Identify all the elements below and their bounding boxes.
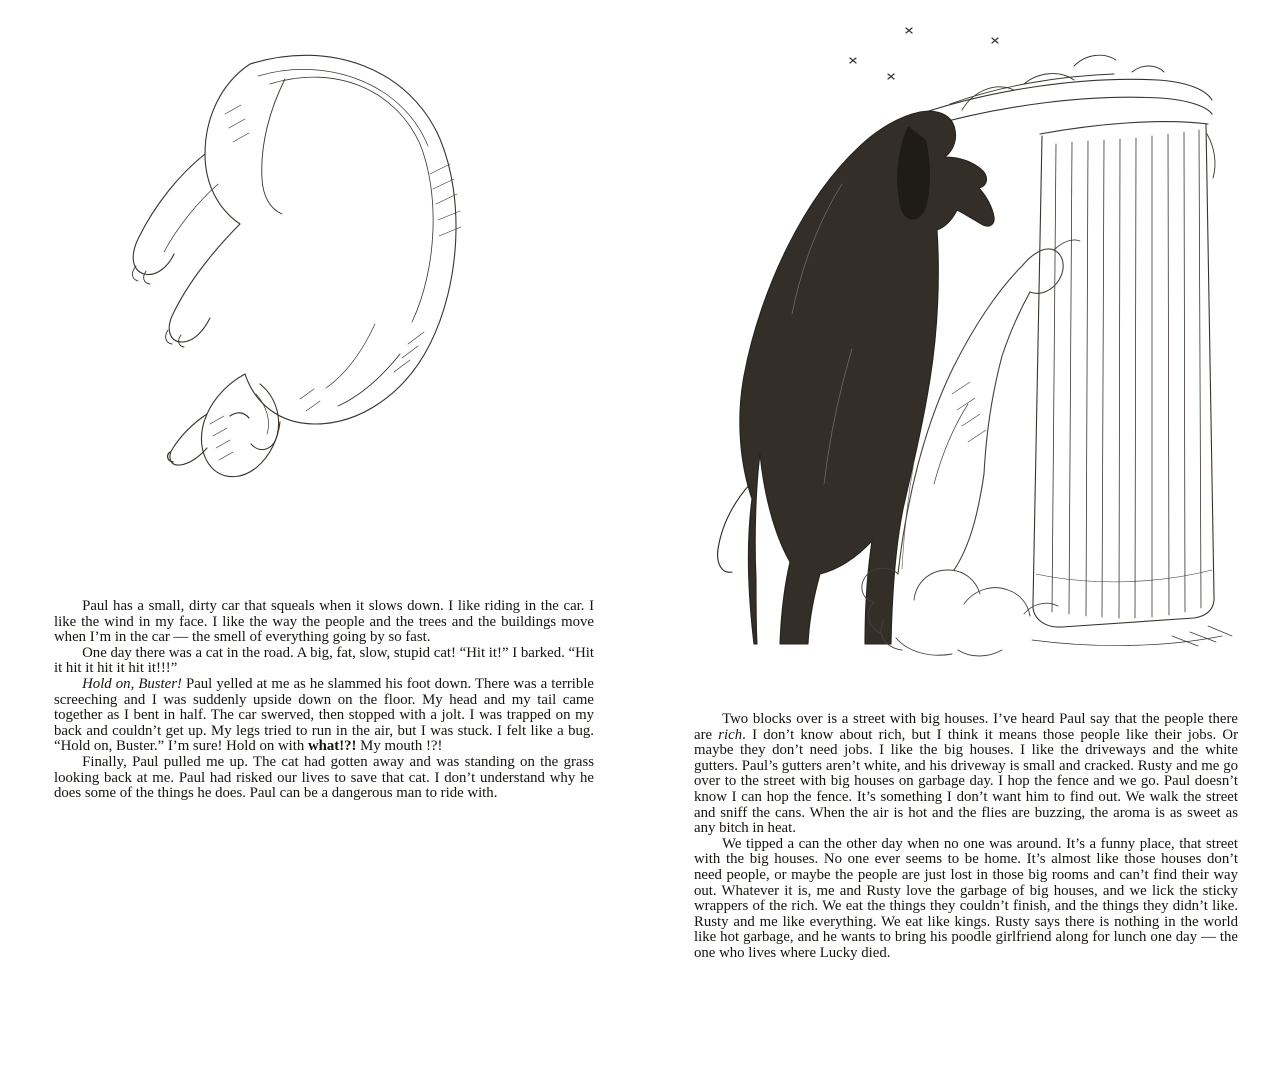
- bold-run: what!?!: [307, 738, 357, 755]
- paragraph: [694, 837, 1238, 962]
- upside-down-dog-illustration: [110, 24, 476, 540]
- text-run: Two blocks over is a street with big houses. I’ve heard Paul say that the people there are: [694, 711, 1238, 743]
- text-run: Finally, Paul pulled me up. The cat had gotten away and was standing on the grass looking back at me. Paul had risked our lives to save that cat. I don’t understand why he does some of the things he does. Paul can be a dangerous man to ride with.: [54, 753, 594, 802]
- text-run: My mouth !?!: [356, 738, 443, 755]
- right-page-text-column: [694, 712, 1238, 962]
- text-run: One day there was a cat in the road. A big, fat, slow, stupid cat! “Hit it!” I barked. “Hit it hit it hit it hit it!!!”: [54, 644, 594, 677]
- paragraph: [54, 755, 594, 802]
- dogs-garbage-can-illustration: [702, 14, 1236, 670]
- italic-run: rich: [718, 726, 743, 743]
- dog-legs-sketch: [132, 154, 240, 347]
- paragraph: [694, 712, 1238, 837]
- paragraph: [54, 677, 594, 755]
- paragraph: [54, 599, 594, 646]
- hatching-strokes: [210, 105, 461, 460]
- dog-body-sketch: [205, 55, 456, 424]
- text-run: . I don’t know about rich, but I think it means those people like their jobs. Or maybe they don’t need jobs. I like the big houses. I like the driveways and the white gutters. Paul’s gutters aren’t white, and his driveway is small and cracked. Rusty and me go over to the street with big houses on garbage day. I hop the fence and we go. Paul doesn’t know I can hop the fence. It’s something I don’t want him to find out. We walk the street and sniff the cans. When the air is hot and the flies are buzzing, the aroma is as sweet as any bitch in heat.: [694, 726, 1238, 837]
- dog-head-sketch: [168, 374, 280, 477]
- dark-dog: [718, 111, 995, 644]
- italic-run: Hold on, Buster!: [82, 675, 182, 692]
- text-run: Paul has a small, dirty car that squeals when it slows down. I like riding in the car. I like the wind in my face. I like the way the people and the trees and the buildings move when I’m in the car — the smell of everything going by so fast.: [54, 598, 594, 646]
- left-page-text-column: [54, 599, 594, 802]
- ground-hatching: [1032, 626, 1232, 646]
- text-run: Paul yelled at me as he slammed his foot down. There was a terrible screeching and I was suddenly upside down on the floor. My head and my tail came together as I bent in half. The car swerved, then stopped with a jolt. I was trapped on my back and couldn’t get up. My legs tried to run in the air, but I was stuck. I felt like a bug. “Hold on, Buster.” I’m sure! Hold on with: [54, 675, 594, 755]
- text-run: We tipped a can the other day when no one was around. It’s a funny place, that street with the big houses. No one ever seems to be home. It’s almost like those houses don’t need people, or maybe the people are just lost in those big rooms and can’t find their way out. Whatever it is, me and Rusty love the garbage of big houses, and we lick the sticky wrappers of the rich. We eat the things they couldn’t finish, and the things they didn’t like. Rusty and me like everything. We eat like kings. Rusty says there is nothing in the world like hot garbage, and he wants to bring his poodle girlfriend along for lunch one day — the one who lives where Lucky died.: [694, 835, 1238, 961]
- garbage-can: [1033, 122, 1214, 627]
- paragraph: [54, 646, 594, 677]
- flies: [850, 28, 998, 79]
